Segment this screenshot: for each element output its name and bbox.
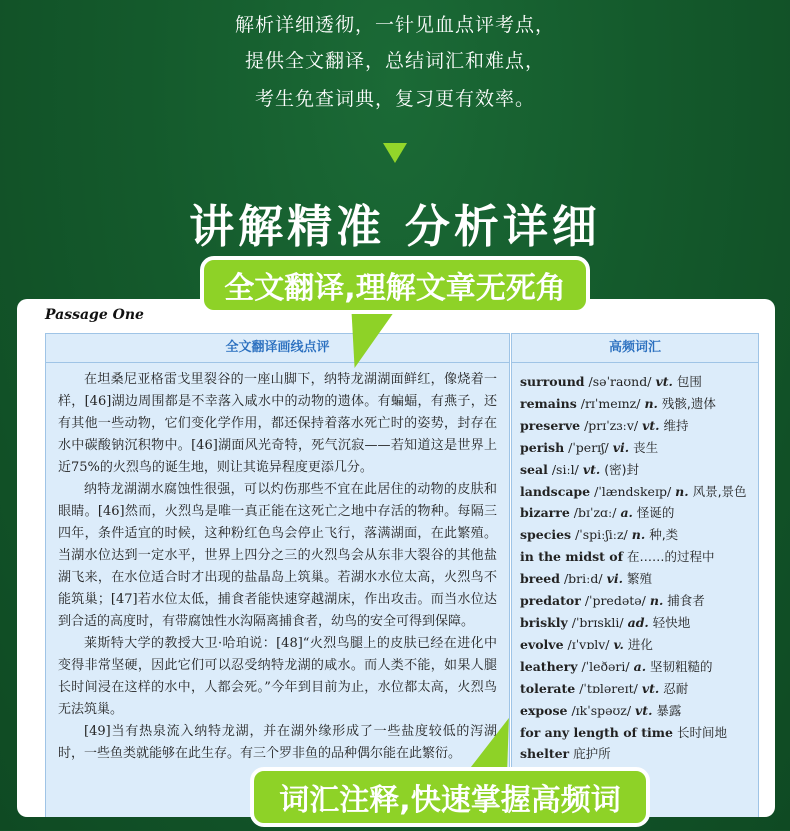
vocab-pos: vi. bbox=[612, 439, 630, 455]
vocabulary-column bbox=[511, 333, 759, 817]
vocab-pos: n. bbox=[649, 593, 664, 609]
vocab-meaning: 进化 bbox=[627, 636, 653, 652]
vocab-item bbox=[520, 634, 750, 656]
vocab-item bbox=[520, 459, 750, 481]
vocab-pos: vt. bbox=[655, 374, 673, 389]
translation-paragraph: 莱斯特大学的教授大卫·哈珀说：[48]“火烈鸟腿上的皮肤已经在进化中变得非常坚硬，因此它们可以忍受纳特龙湖的咸水。而人类不能，如果人腿长时间浸在这样的水中，人都会死。”今年到目前为止，水位都太高，火烈鸟无法筑巢。 bbox=[58, 636, 497, 717]
vocab-item bbox=[520, 415, 750, 437]
vocab-meaning: 维持 bbox=[663, 417, 689, 433]
vocab-word: shelter bbox=[520, 746, 570, 762]
passage-label: Passage One bbox=[45, 307, 144, 323]
vocab-phonetic: /siːl/ bbox=[551, 461, 579, 477]
vocab-phonetic: /ˈleðəri/ bbox=[581, 658, 630, 674]
vocab-pos: vt. bbox=[642, 417, 660, 433]
vocab-word: perish bbox=[520, 439, 565, 455]
vocab-item bbox=[520, 524, 750, 546]
vocab-word: expose bbox=[520, 702, 568, 718]
vocabulary-list bbox=[512, 363, 758, 787]
vocab-meaning: 捕食者 bbox=[667, 593, 705, 609]
vocab-word: bizarre bbox=[520, 505, 570, 521]
vocab-phonetic: /ˈtɒləreɪt/ bbox=[579, 680, 638, 696]
vocab-word: briskly bbox=[520, 614, 568, 630]
vocab-item bbox=[520, 502, 750, 524]
intro-line-2: 提供全文翻译，总结词汇和难点， bbox=[244, 50, 545, 72]
vocab-phonetic: /ˈperɪʃ/ bbox=[568, 439, 609, 455]
vocab-phonetic: /ˈlændskeɪp/ bbox=[594, 483, 672, 499]
vocab-word: tolerate bbox=[520, 680, 576, 696]
translation-paragraph: 纳特龙湖湖水腐蚀性很强，可以灼伤那些不宜在此居住的动物的皮肤和眼睛。[46]然而，火烈鸟是唯一真正能在这死亡之地中存活的物种。每隔三四年，条件适宜的时候，这种粉红色鸟会停止飞行，落满湖面，在此繁殖。当湖水位达到一定水平，世界上四分之三的火烈鸟会从东非大裂谷的其他盐湖飞来，在水位适合时才出现的盐晶岛上筑巢。若湖水水位太高，火烈鸟不能筑巢；[47]若水位太低，捕食者能快速穿越湖床，作出攻击。而当水位达到合适的高度时，有带腐蚀性水沟隔离捕食者，幼鸟的安全可得到保障。 bbox=[58, 482, 497, 629]
vocab-meaning: (密)封 bbox=[604, 461, 639, 477]
vocab-word: predator bbox=[520, 593, 581, 609]
vocab-pos: vt. bbox=[635, 702, 653, 718]
translation-header: 全文翻译画线点评 bbox=[46, 334, 509, 363]
vocab-pos: vi. bbox=[606, 571, 623, 587]
translation-paragraph: 在坦桑尼亚格雷戈里裂谷的一座山脚下，纳特龙湖湖面鲜红，像烧着一样，[46]湖边周围都是不幸落入咸水中的动物的遗体。有蝙蝠，有燕子，还有其他一些动物，它们变化学作用，都还保持着落水死亡时的姿势，封存在水中碳酸钠沉积物中。[46]湖面风光奇特，死气沉寂——若知道这是世界上近75%的火烈鸟的诞生地，则让其诡异程度更添几分。 bbox=[58, 372, 497, 475]
translation-paragraph: [49]当有热泉流入纳特龙湖，并在湖外缘形成了一些盐度较低的泻湖时，一些鱼类就能够在此生存。有三个罗非鱼的品种偶尔能在此繁衍。 bbox=[58, 724, 497, 761]
vocab-word: evolve bbox=[520, 636, 564, 652]
vocab-word: seal bbox=[520, 461, 548, 477]
vocab-meaning: 坚韧粗糙的 bbox=[650, 658, 713, 674]
vocab-item bbox=[520, 393, 750, 415]
intro-line-1: 解析详细透彻，一针见血点评考点， bbox=[234, 14, 555, 36]
vocab-item bbox=[520, 612, 750, 634]
vocab-item bbox=[520, 743, 750, 765]
vocab-word: breed bbox=[520, 571, 560, 587]
vocab-item bbox=[520, 678, 750, 700]
callout-full-translation: 全文翻译,理解文章无死角 bbox=[200, 256, 590, 314]
vocab-item bbox=[520, 568, 750, 590]
vocab-item bbox=[520, 371, 750, 393]
vocab-item bbox=[520, 656, 750, 678]
vocab-meaning: 残骸,遗体 bbox=[661, 395, 716, 411]
vocabulary-header: 高频词汇 bbox=[512, 334, 758, 363]
vocab-phonetic: /ˈspiːʃiːz/ bbox=[575, 527, 628, 543]
vocab-phonetic: /bɪˈzɑː/ bbox=[573, 505, 617, 521]
vocab-pos: n. bbox=[644, 395, 658, 411]
vocab-meaning: 包围 bbox=[676, 374, 702, 389]
vocab-item bbox=[520, 437, 750, 459]
vocab-meaning: 种,类 bbox=[649, 527, 679, 543]
vocab-phonetic: /ɪˈvɒlv/ bbox=[567, 636, 610, 652]
translation-column bbox=[45, 333, 510, 817]
vocab-item bbox=[520, 546, 750, 568]
vocab-word: preserve bbox=[520, 417, 581, 433]
intro-line-3: 考生免查词典，复习更有效率。 bbox=[254, 88, 535, 110]
vocab-phonetic: /ˈpredətə/ bbox=[584, 593, 646, 609]
vocab-word: surround bbox=[520, 374, 585, 389]
vocab-pos: vt. bbox=[582, 461, 601, 477]
vocab-word: species bbox=[520, 527, 572, 543]
vocab-meaning: 长时间地 bbox=[676, 724, 727, 740]
vocab-word: remains bbox=[520, 395, 577, 411]
vocab-meaning: 暴露 bbox=[656, 702, 682, 718]
vocab-phonetic: /briːd/ bbox=[563, 571, 603, 587]
vocab-pos: ad. bbox=[627, 614, 649, 630]
vocab-meaning: 风景,景色 bbox=[692, 483, 747, 499]
vocab-word: landscape bbox=[520, 483, 591, 499]
vocab-word: leathery bbox=[520, 658, 578, 674]
vocab-meaning: 丧生 bbox=[633, 439, 659, 455]
vocab-item bbox=[520, 700, 750, 722]
vocab-phonetic: /səˈraʊnd/ bbox=[588, 374, 652, 389]
vocab-pos: a. bbox=[633, 658, 647, 674]
vocab-pos: n. bbox=[675, 483, 689, 499]
vocab-pos: a. bbox=[620, 505, 633, 521]
vocab-meaning: 繁殖 bbox=[626, 571, 652, 587]
vocab-phonetic: /prɪˈzɜːv/ bbox=[584, 417, 639, 433]
vocab-pos: v. bbox=[613, 636, 624, 652]
vocab-item bbox=[520, 722, 750, 744]
vocab-word: for any length of time bbox=[520, 724, 673, 740]
vocab-meaning: 在……的过程中 bbox=[626, 549, 715, 565]
vocab-meaning: 忍耐 bbox=[663, 680, 689, 696]
vocab-pos: vt. bbox=[641, 680, 660, 696]
vocab-phonetic: /rɪˈmeɪnz/ bbox=[580, 395, 641, 411]
vocab-meaning: 庇护所 bbox=[573, 746, 611, 762]
main-title: 讲解精准 分析详细 bbox=[189, 200, 601, 253]
callout-vocabulary: 词汇注释,快速掌握高频词 bbox=[250, 767, 650, 827]
vocab-word: in the midst of bbox=[520, 549, 623, 565]
translation-body bbox=[46, 363, 509, 765]
vocab-meaning: 轻快地 bbox=[652, 614, 691, 630]
book-page-panel bbox=[17, 299, 775, 817]
vocab-pos: n. bbox=[631, 527, 646, 543]
vocab-item bbox=[520, 481, 750, 503]
vocab-item bbox=[520, 590, 750, 612]
down-arrow-icon bbox=[383, 143, 407, 163]
vocab-meaning: 怪诞的 bbox=[636, 505, 675, 521]
vocab-phonetic: /ɪkˈspəʊz/ bbox=[571, 702, 632, 718]
vocab-phonetic: /ˈbrɪskli/ bbox=[571, 614, 624, 630]
